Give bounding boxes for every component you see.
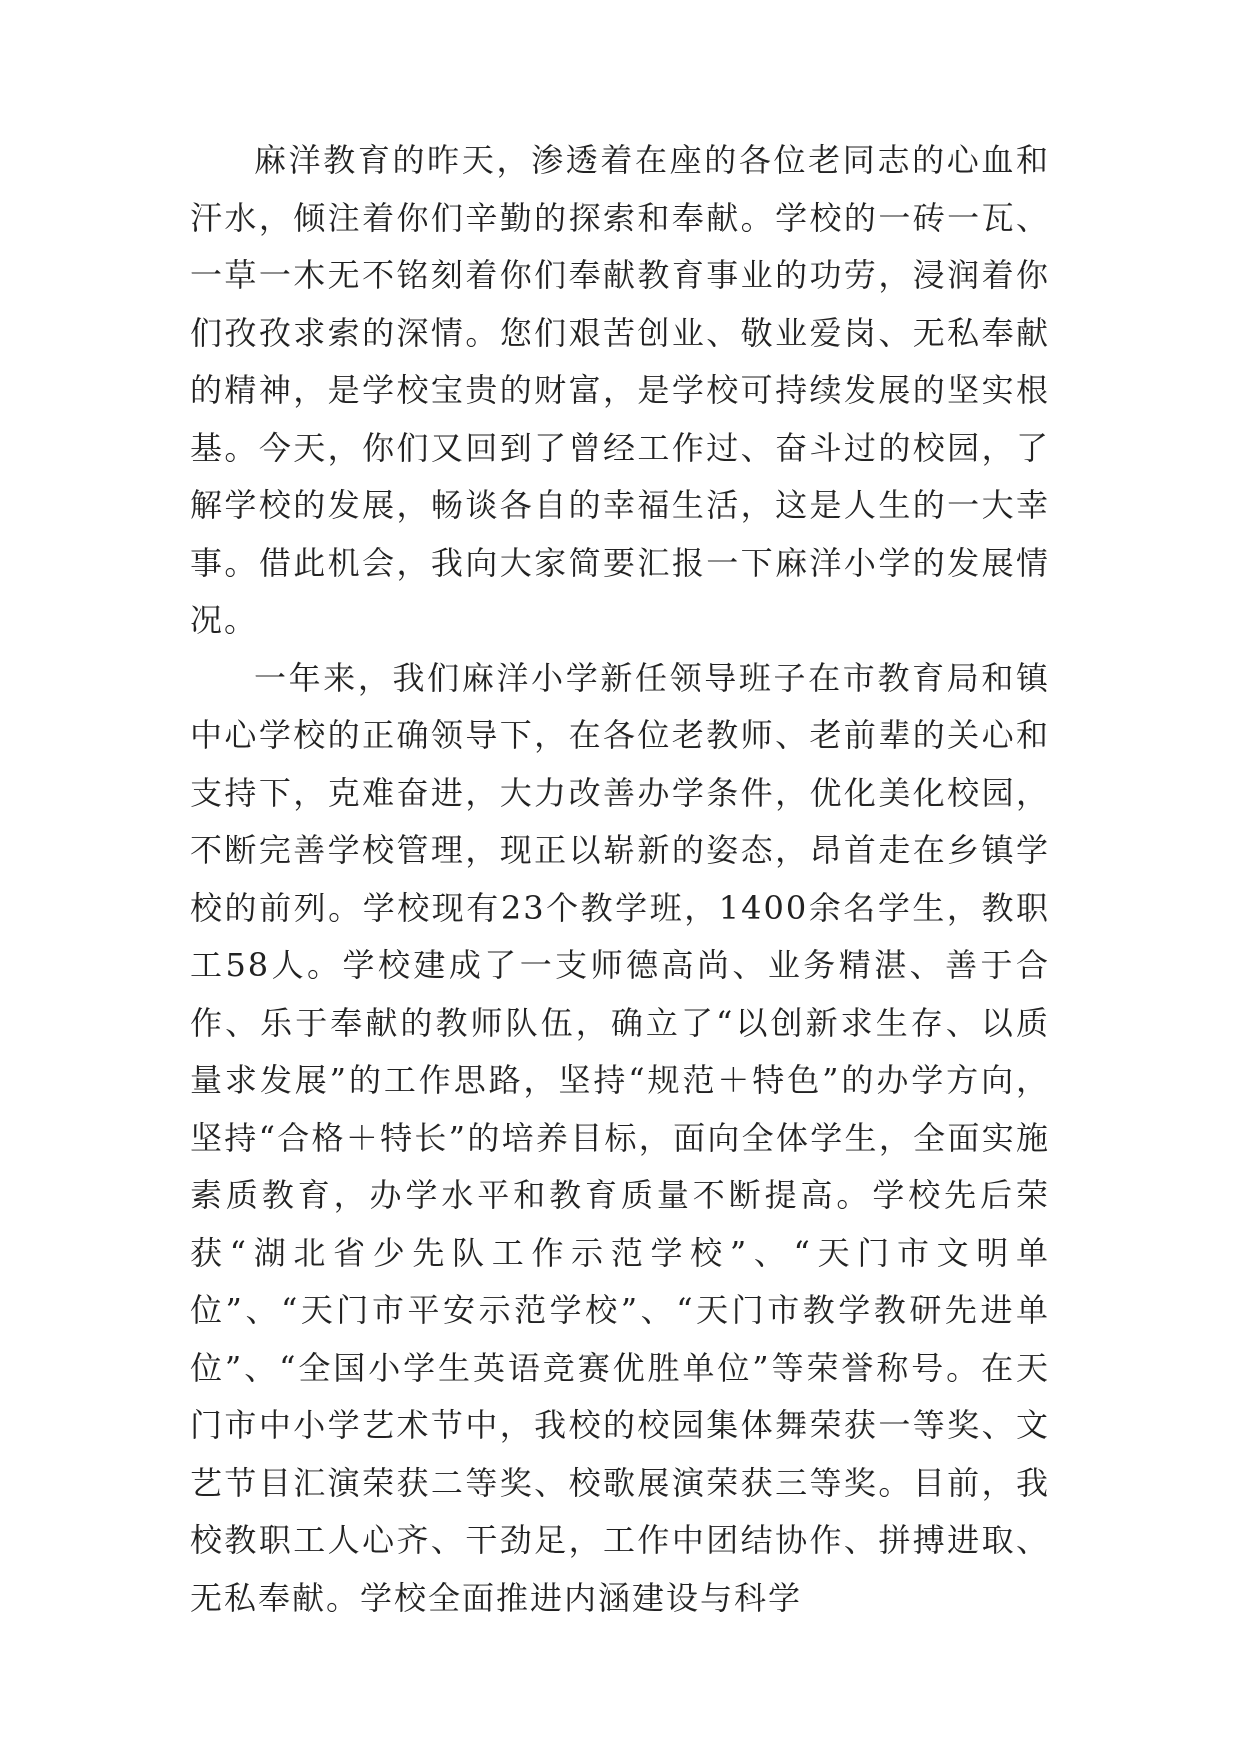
paragraph-1: 麻洋教育的昨天，渗透着在座的各位老同志的心血和汗水，倾注着你们辛勤的探索和奉献。学校的一砖一瓦、一草一木无不铭刻着你们奉献教育事业的功劳，浸润着你们孜孜求索的深情。您们艰苦创业、敬业爱岗、无私奉献的精神，是学校宝贵的财富，是学校可持续发展的坚实根基。今天，你们又回到了曾经工作过、奋斗过的校园，了解学校的发展，畅谈各自的幸福生活，这是人生的一大幸事。借此机会，我向大家简要汇报一下麻洋小学的发展情况。: [190, 141, 1050, 639]
document-body: [190, 132, 1050, 1627]
paragraph-2: 一年来，我们麻洋小学新任领导班子在市教育局和镇中心学校的正确领导下，在各位老教师、老前辈的关心和支持下，克难奋进，大力改善办学条件，优化美化校园，不断完善学校管理，现正以崭新的姿态，昂首走在乡镇学校的前列。学校现有23个教学班，1400余名学生，教职工58人。学校建成了一支师德高尚、业务精湛、善于合作、乐于奉献的教师队伍，确立了“以创新求生存、以质量求发展”的工作思路，坚持“规范＋特色”的办学方向，坚持“合格＋特长”的培养目标，面向全体学生，全面实施素质教育，办学水平和教育质量不断提高。学校先后荣获“湖北省少先队工作示范学校”、“天门市文明单位”、“天门市平安示范学校”、“天门市教学教研先进单位”、“全国小学生英语竞赛优胜单位”等荣誉称号。在天门市中小学艺术节中，我校的校园集体舞荣获一等奖、文艺节目汇演荣获二等奖、校歌展演荣获三等奖。目前，我校教职工人心齐、干劲足，工作中团结协作、拼搏进取、无私奉献。学校全面推进内涵建设与科学: [190, 658, 1050, 1617]
